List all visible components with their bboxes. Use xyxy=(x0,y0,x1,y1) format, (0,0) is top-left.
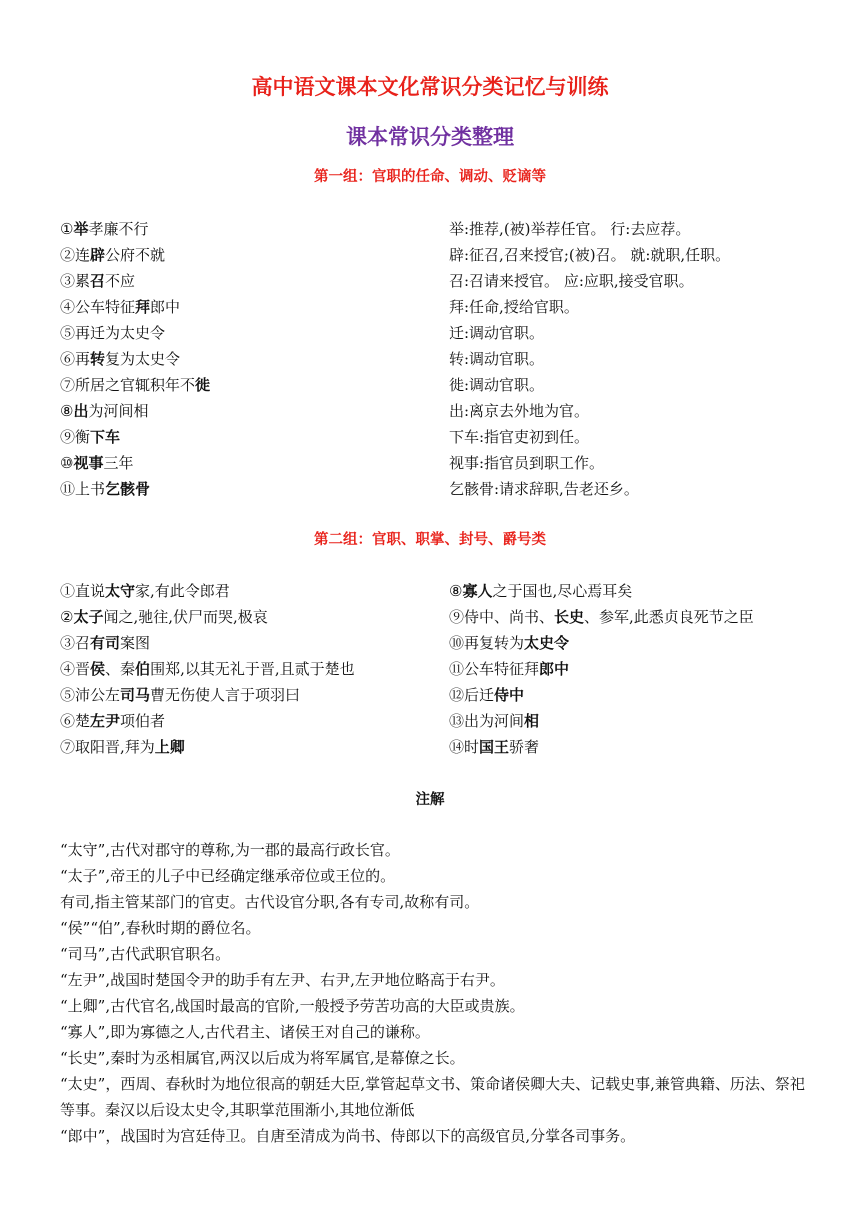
note-item: “长史”,秦时为丞相属官,两汉以后成为将军属官,是幕僚之长。 xyxy=(60,1049,465,1067)
key-term: 寡人 xyxy=(462,582,493,600)
group1-row xyxy=(60,476,830,502)
example-text: 三年 xyxy=(103,454,134,472)
group2-example-right xyxy=(449,630,830,656)
example-text: 案图 xyxy=(120,634,151,652)
example-text: ③召 xyxy=(60,634,91,652)
group1-example xyxy=(60,242,449,268)
key-term: 出 xyxy=(73,402,89,420)
group2-heading: 第二组：官职、职掌、封号、爵号类 xyxy=(314,532,546,548)
example-text: ⑤沛公左 xyxy=(60,686,121,704)
group1-list xyxy=(60,216,830,502)
key-term: 太守 xyxy=(105,582,136,600)
key-term: 徙 xyxy=(195,376,211,394)
group2-row xyxy=(60,578,830,604)
example-text: ⑥再 xyxy=(60,350,91,368)
example-text: 、秦 xyxy=(105,660,136,678)
key-term: 有司 xyxy=(90,634,121,652)
group2-row xyxy=(60,734,830,760)
example-text: ⑦所居之官辄积年不 xyxy=(60,376,196,394)
notes-heading: 注解 xyxy=(415,792,445,808)
group1-example xyxy=(60,320,449,346)
example-text: ④公车特征 xyxy=(60,298,136,316)
example-text: 之于国也,尽心焉耳矣 xyxy=(492,582,633,600)
example-text: ① xyxy=(60,220,74,238)
note-item: “上卿”,古代官名,战国时最高的官阶,一般授予劳苦功高的大臣或贵族。 xyxy=(60,997,525,1015)
group2-example-left xyxy=(60,708,449,734)
group1-explanation: 举:推荐,(被)举荐任官。 行:去应荐。 xyxy=(449,220,691,238)
group1-explanation: 徙:调动官职。 xyxy=(449,376,545,394)
group2-row xyxy=(60,708,830,734)
group2-row xyxy=(60,682,830,708)
key-term: 侯 xyxy=(90,660,106,678)
example-text: ⑤再迁为太史令 xyxy=(60,324,166,342)
example-text: 复为太史令 xyxy=(105,350,181,368)
group2-example-right xyxy=(449,682,830,708)
group1-example xyxy=(60,346,449,372)
group1-explanation: 迁:调动官职。 xyxy=(449,324,545,342)
note-item: 有司,指主管某部门的官吏。古代设官分职,各有专司,故称有司。 xyxy=(60,893,480,911)
example-text: ①直说 xyxy=(60,582,106,600)
key-term: 转 xyxy=(90,350,106,368)
group1-explanation: 乞骸骨:请求辞职,告老还乡。 xyxy=(449,480,639,498)
example-text: ⑪上书 xyxy=(60,480,106,498)
key-term: 乞骸骨 xyxy=(105,480,151,498)
group2-example-right xyxy=(449,734,830,760)
group2-example-right xyxy=(449,708,830,734)
group1-row xyxy=(60,268,830,294)
group2-example-right xyxy=(449,578,830,604)
example-text: 闻之,驰往,伏尸而哭,极哀 xyxy=(103,608,268,626)
group1-example xyxy=(60,398,449,424)
group2-list xyxy=(60,578,830,760)
note-item: “太史”，西周、春秋时为地位很高的朝廷大臣,掌管起草文书、策命诸侯卿大夫、记载史事,兼管典籍、历法、祭祀等事。秦汉以后设太史令,其职掌范围渐小,其地位渐低 xyxy=(60,1075,805,1119)
group1-row xyxy=(60,424,830,450)
key-term: 伯 xyxy=(135,660,151,678)
group1-explanation: 拜:任命,授给官职。 xyxy=(449,298,579,316)
example-text: ⑭时 xyxy=(449,738,480,756)
group1-explanation: 转:调动官职。 xyxy=(449,350,545,368)
note-item: “郎中”，战国时为宫廷侍卫。自唐至清成为尚书、侍郎以下的高级官员,分掌各司事务。 xyxy=(60,1127,636,1145)
note-item: “左尹”,战国时楚国令尹的助手有左尹、右尹,左尹地位略高于右尹。 xyxy=(60,971,505,989)
group1-example xyxy=(60,216,449,242)
group1-row xyxy=(60,294,830,320)
key-term: 视事 xyxy=(73,454,104,472)
group1-row xyxy=(60,242,830,268)
note-item: “侯”“伯”,春秋时期的爵位名。 xyxy=(60,919,261,937)
key-term: 举 xyxy=(73,220,89,238)
example-text: ⑩ xyxy=(60,454,74,472)
group2-row xyxy=(60,630,830,656)
example-text: 围郑,以其无礼于晋,且贰于楚也 xyxy=(150,660,355,678)
group1-example xyxy=(60,372,449,398)
notes-list xyxy=(60,837,805,1149)
example-text: 家,有此令郎君 xyxy=(135,582,230,600)
example-text: ④晋 xyxy=(60,660,91,678)
group1-explanation: 辟:征召,召来授官;(被)召。 就:就职,任职。 xyxy=(449,246,731,264)
key-term: 侍中 xyxy=(494,686,525,704)
example-text: ⑧ xyxy=(449,582,463,600)
key-term: 上卿 xyxy=(154,738,185,756)
group1-row xyxy=(60,398,830,424)
note-item: “司马”,古代武职官职名。 xyxy=(60,945,231,963)
example-text: ⑫后迁 xyxy=(449,686,495,704)
group1-row xyxy=(60,372,830,398)
group1-explanation: 视事:指官员到职工作。 xyxy=(449,454,605,472)
group1-example xyxy=(60,424,449,450)
key-term: 召 xyxy=(90,272,106,290)
group2-example-left xyxy=(60,656,449,682)
group2-example-left xyxy=(60,734,449,760)
example-text: 为河间相 xyxy=(88,402,149,420)
example-text: ⑧ xyxy=(60,402,74,420)
note-item: “太守”,古代对郡守的尊称,为一郡的最高行政长官。 xyxy=(60,841,400,859)
group2-example-left xyxy=(60,682,449,708)
key-term: 下车 xyxy=(90,428,121,446)
group1-example xyxy=(60,450,449,476)
note-item: “太子”,帝王的儿子中已经确定继承帝位或王位的。 xyxy=(60,867,396,885)
group1-explanation: 召:召请来授官。 应:应职,接受官职。 xyxy=(449,272,694,290)
group1-explanation: 下车:指官吏初到任。 xyxy=(449,428,590,446)
group2-example-left xyxy=(60,604,449,630)
example-text: ⑬出为河间 xyxy=(449,712,525,730)
key-term: 郎中 xyxy=(539,660,570,678)
group2-row xyxy=(60,604,830,630)
example-text: ⑥楚 xyxy=(60,712,91,730)
key-term: 国王 xyxy=(479,738,510,756)
example-text: ② xyxy=(60,608,74,626)
example-text: 孝廉不行 xyxy=(88,220,149,238)
group2-row xyxy=(60,656,830,682)
example-text: 、参军,此悉贞良死节之臣 xyxy=(584,608,754,626)
example-text: ②连 xyxy=(60,246,91,264)
group2-example-right xyxy=(449,656,830,682)
group1-row xyxy=(60,216,830,242)
example-text: ⑩再复转为 xyxy=(449,634,525,652)
group1-row xyxy=(60,450,830,476)
example-text: 项伯者 xyxy=(120,712,166,730)
key-term: 辟 xyxy=(90,246,106,264)
example-text: 公府不就 xyxy=(105,246,166,264)
group1-row xyxy=(60,346,830,372)
note-item: “寡人”,即为寡德之人,古代君主、诸侯王对自己的谦称。 xyxy=(60,1023,430,1041)
example-text: 骄奢 xyxy=(509,738,540,756)
group1-example xyxy=(60,476,449,502)
key-term: 相 xyxy=(524,712,540,730)
example-text: 郎中 xyxy=(150,298,181,316)
key-term: 拜 xyxy=(135,298,151,316)
example-text: 不应 xyxy=(105,272,136,290)
group1-explanation: 出:离京去外地为官。 xyxy=(449,402,590,420)
key-term: 太史令 xyxy=(524,634,570,652)
group1-example xyxy=(60,268,449,294)
example-text: ⑨侍中、尚书、 xyxy=(449,608,555,626)
example-text: 曹无伤使人言于项羽曰 xyxy=(150,686,301,704)
document-subtitle: 课本常识分类整理 xyxy=(346,125,514,149)
key-term: 长史 xyxy=(554,608,585,626)
key-term: 太子 xyxy=(73,608,104,626)
group2-example-left xyxy=(60,630,449,656)
example-text: ⑦取阳晋,拜为 xyxy=(60,738,155,756)
group1-heading: 第一组：官职的任命、调动、贬谪等 xyxy=(314,169,546,185)
group2-example-right xyxy=(449,604,830,630)
example-text: ⑨衡 xyxy=(60,428,91,446)
key-term: 左尹 xyxy=(90,712,121,730)
key-term: 司马 xyxy=(120,686,151,704)
document-title: 高中语文课本文化常识分类记忆与训练 xyxy=(251,75,609,99)
group2-example-left xyxy=(60,578,449,604)
group1-example xyxy=(60,294,449,320)
group1-row xyxy=(60,320,830,346)
example-text: ⑪公车特征拜 xyxy=(449,660,540,678)
example-text: ③累 xyxy=(60,272,91,290)
